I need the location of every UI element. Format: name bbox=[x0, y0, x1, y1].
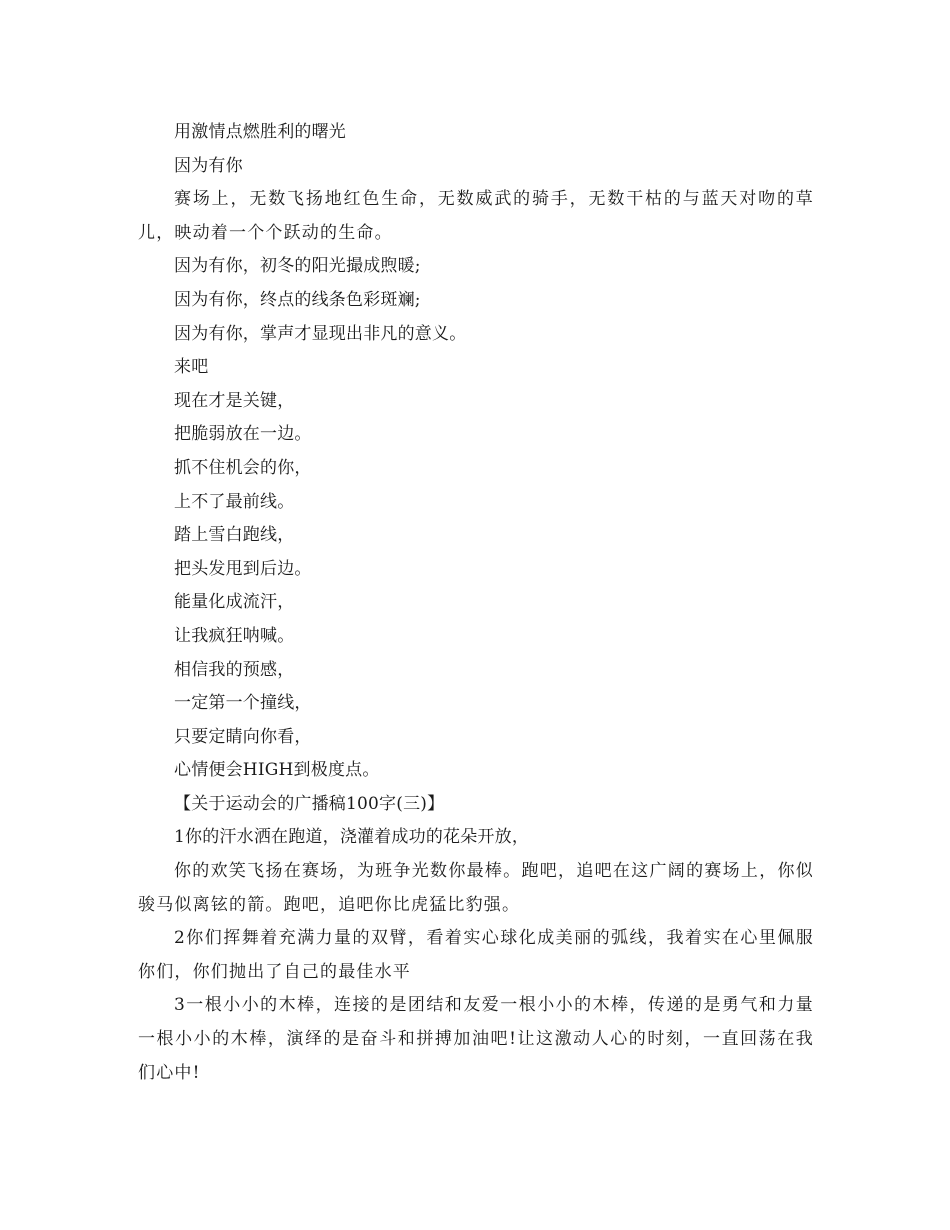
paragraph: 因为有你，初冬的阳光撮成煦暖; bbox=[174, 256, 421, 277]
paragraph: 1你的汗水洒在跑道，浇灌着成功的花朵开放， bbox=[174, 827, 530, 848]
paragraph: 能量化成流汗， bbox=[174, 592, 295, 613]
paragraph: 一定第一个撞线， bbox=[174, 693, 312, 714]
paragraph: 心情便会HIGH到极度点。 bbox=[174, 760, 380, 781]
paragraph: 因为有你，终点的线条色彩斑斓; bbox=[174, 289, 421, 310]
paragraph: 把头发甩到后边。 bbox=[174, 558, 312, 579]
paragraph: 踏上雪白跑线， bbox=[174, 525, 295, 546]
paragraph: 抓不住机会的你， bbox=[174, 457, 312, 478]
paragraph: 现在才是关键， bbox=[174, 390, 295, 411]
paragraph: 用激情点燃胜利的曙光 bbox=[174, 122, 346, 142]
document-body bbox=[138, 116, 814, 1090]
paragraph: 赛场上，无数飞扬地红色生命，无数威武的骑手，无数干枯的与蓝天对吻的草儿，映动着一个个跃动的生命。 bbox=[138, 189, 814, 243]
paragraph: 因为有你 bbox=[174, 155, 243, 176]
section-heading: 【关于运动会的广播稿100字(三)】 bbox=[174, 793, 445, 814]
paragraph: 上不了最前线。 bbox=[174, 491, 295, 512]
paragraph: 你的欢笑飞扬在赛场，为班争光数你最棒。跑吧，追吧在这广阔的赛场上，你似骏马似离铉的箭。跑吧，追吧你比虎猛比豹强。 bbox=[138, 861, 814, 915]
paragraph: 2你们挥舞着充满力量的双臂，看着实心球化成美丽的弧线，我着实在心里佩服你们，你们抛出了自己的最佳水平 bbox=[138, 928, 814, 982]
paragraph: 因为有你，掌声才显现出非凡的意义。 bbox=[174, 323, 467, 344]
paragraph: 相信我的预感， bbox=[174, 659, 295, 680]
paragraph: 把脆弱放在一边。 bbox=[174, 424, 312, 445]
paragraph: 3一根小小的木棒，连接的是团结和友爱一根小小的木棒，传递的是勇气和力量一根小小的木棒，演绎的是奋斗和拼搏加油吧!让这激动人心的时刻，一直回荡在我们心中! bbox=[138, 995, 814, 1083]
paragraph: 来吧 bbox=[174, 357, 209, 378]
paragraph: 让我疯狂呐喊。 bbox=[174, 625, 295, 646]
paragraph: 只要定睛向你看， bbox=[174, 726, 312, 747]
